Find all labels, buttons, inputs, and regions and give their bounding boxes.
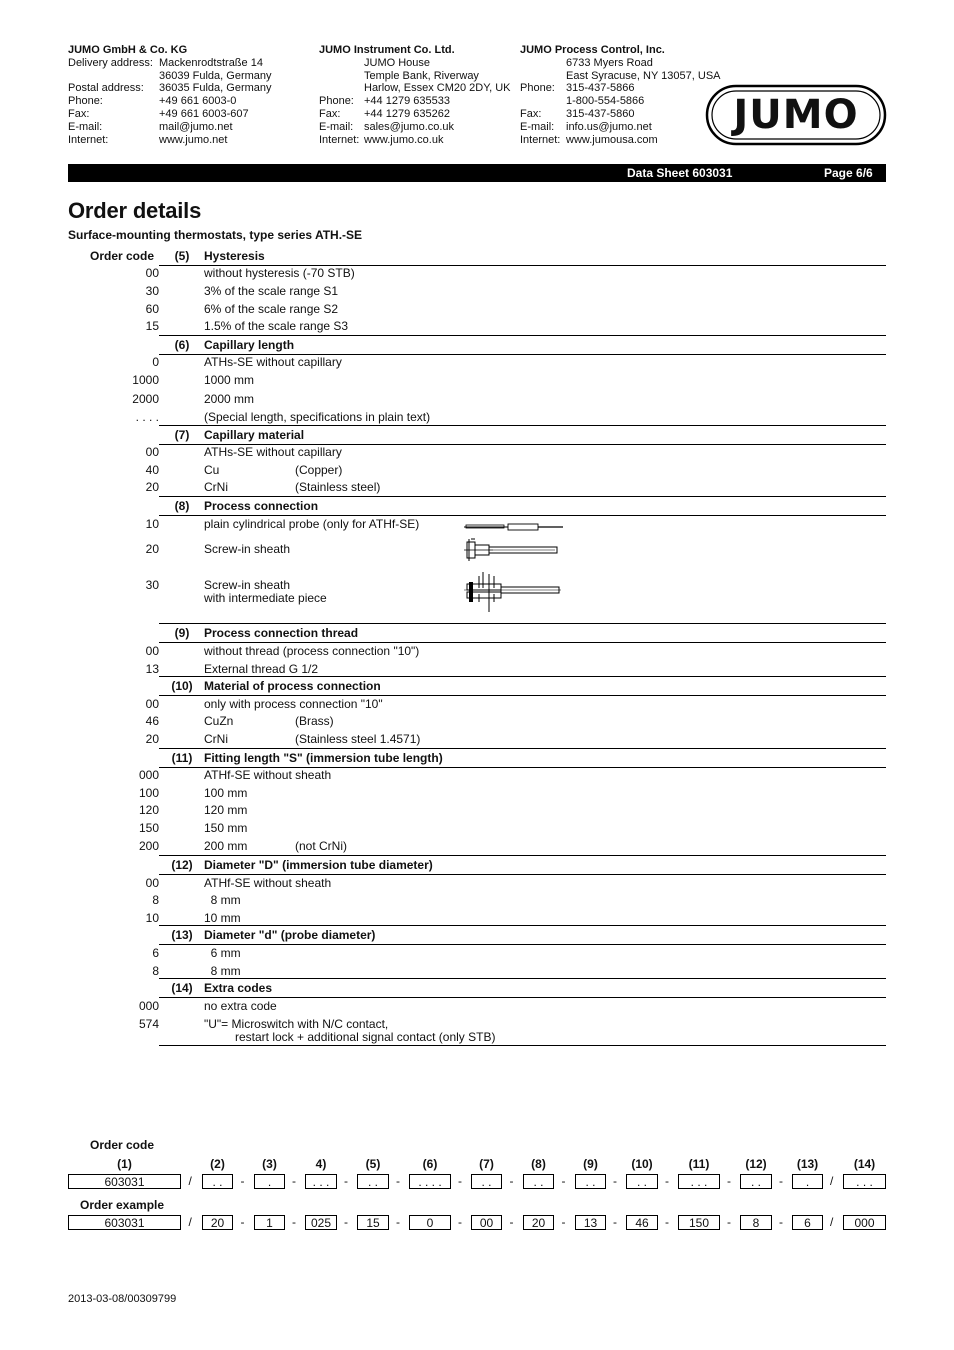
option-description: 6% of the scale range S2: [204, 302, 339, 316]
section-top-rule: [159, 748, 886, 749]
address-value: www.jumo.net: [159, 133, 228, 146]
address-row: [319, 57, 511, 70]
option-code: 46: [145, 714, 159, 728]
address-label: [68, 70, 159, 83]
address-row: [68, 70, 272, 83]
section-header-rule: [159, 997, 886, 998]
page-subtitle: Surface-mounting thermostats, type series ATH.-SE: [68, 228, 363, 242]
order-separator: -: [561, 1215, 566, 1229]
address-label: Delivery address:: [68, 56, 153, 69]
order-separator: -: [509, 1215, 514, 1229]
order-code-box: . . .: [843, 1174, 886, 1189]
section-header-rule: [159, 642, 886, 643]
option-description-detail: (Stainless steel): [295, 480, 381, 494]
option-code: 8: [152, 893, 159, 907]
option-description: CuZn: [204, 714, 234, 728]
option-code: 20: [145, 542, 159, 556]
address-label: Phone:: [520, 82, 555, 95]
option-description: 150 mm: [204, 821, 248, 835]
option-description-detail: (Copper): [295, 463, 343, 477]
option-code: 00: [145, 445, 159, 459]
order-separator: -: [727, 1174, 731, 1188]
address-label: [520, 70, 566, 83]
option-code: 8: [152, 964, 159, 978]
address-value: 1-800-554-5866: [566, 95, 645, 108]
order-separator: -: [779, 1215, 783, 1229]
option-description: (Special length, specifications in plain text): [204, 410, 431, 424]
address-row: [68, 108, 272, 121]
section-title: Diameter "D" (immersion tube diameter): [204, 858, 433, 872]
option-description: Screw-in sheath: [204, 578, 291, 592]
option-description: plain cylindrical probe (only for ATHf-SE): [204, 517, 420, 531]
company-name: JUMO Instrument Co. Ltd.: [319, 44, 455, 56]
section-title: Extra codes: [204, 981, 273, 995]
address-value: info.us@jumo.net: [566, 120, 652, 133]
option-code: 1000: [132, 373, 159, 387]
sections-bottom-rule: [159, 1045, 886, 1046]
address-value: East Syracuse, NY 13057, USA: [566, 69, 721, 82]
section-number: (8): [174, 499, 190, 513]
order-code-box: 603031: [68, 1174, 181, 1189]
section-header-rule: [159, 874, 886, 875]
option-description: 6 mm: [204, 946, 241, 960]
address-row: [520, 57, 721, 70]
order-example-box: 13: [575, 1215, 606, 1230]
option-description: 8 mm: [204, 893, 241, 907]
section-number: (10): [171, 679, 193, 693]
address-row: [68, 134, 272, 147]
option-description: "U"= Microswitch with N/C contact,: [204, 1017, 389, 1031]
order-column-number: (14): [853, 1157, 876, 1171]
address-value: www.jumo.co.uk: [364, 133, 444, 146]
address-label: Internet:: [520, 133, 561, 146]
address-value: mail@jumo.net: [159, 120, 233, 133]
probe-figure-plain: [464, 520, 564, 538]
address-value: JUMO House: [364, 56, 431, 69]
order-example-box: 1: [254, 1215, 285, 1230]
order-separator: -: [779, 1174, 783, 1188]
section-title: Process connection: [204, 499, 319, 513]
option-description: only with process connection "10": [204, 697, 383, 711]
option-code: 00: [145, 876, 159, 890]
section-title: Capillary length: [204, 338, 295, 352]
address-rows: [68, 57, 272, 147]
order-example-box: 150: [678, 1215, 720, 1230]
order-separator: -: [292, 1215, 296, 1229]
option-description: 1.5% of the scale range S3: [204, 319, 349, 333]
option-description: 3% of the scale range S1: [204, 284, 339, 298]
address-row: [520, 95, 721, 108]
screw-in-sheath-intermediate-figure: [463, 570, 563, 619]
order-separator: -: [458, 1215, 462, 1229]
order-code-box: .: [792, 1174, 823, 1189]
address-label: [520, 95, 566, 108]
order-column-number: (12): [745, 1157, 767, 1171]
address-row: [319, 108, 511, 121]
address-row: [520, 121, 721, 134]
order-column-number: (5): [365, 1157, 381, 1171]
address-label: Fax:: [319, 107, 341, 120]
order-example-box: 15: [357, 1215, 389, 1230]
address-block-germany: [68, 44, 272, 146]
address-row: [319, 82, 511, 95]
address-rows: [520, 57, 721, 147]
option-code: 120: [138, 803, 159, 817]
order-separator: -: [458, 1174, 462, 1188]
option-description: ATHs-SE without capillary: [204, 355, 342, 369]
order-separator: /: [188, 1174, 192, 1188]
option-description: ATHf-SE without sheath: [204, 768, 332, 782]
option-code: 000: [138, 768, 159, 782]
option-code: 30: [145, 284, 159, 298]
address-row: [68, 121, 272, 134]
address-row: [520, 70, 721, 83]
option-description: External thread G 1/2: [204, 662, 319, 676]
section-title: Diameter "d" (probe diameter): [204, 928, 376, 942]
page-title: Order details: [68, 198, 202, 223]
address-value: 36035 Fulda, Germany: [159, 82, 272, 95]
section-header-rule: [159, 515, 886, 516]
section-title: Process connection thread: [204, 626, 359, 640]
section-title: Fitting length "S" (immersion tube length): [204, 751, 443, 765]
option-description-detail: (not CrNi): [295, 839, 348, 853]
option-description: CrNi: [204, 732, 228, 746]
option-code: 13: [145, 662, 159, 676]
order-code-box: . .: [357, 1174, 389, 1189]
option-description-detail: (Stainless steel 1.4571): [295, 732, 421, 746]
address-block-uk: [319, 44, 511, 146]
address-value: 6733 Myers Road: [566, 56, 653, 69]
address-value: Harlow, Essex CM20 2DY, UK: [364, 82, 511, 95]
option-description-line2: with intermediate piece: [204, 591, 327, 605]
option-code: 2000: [132, 392, 159, 406]
order-separator: -: [292, 1174, 296, 1188]
address-label: [520, 57, 566, 70]
address-label: Internet:: [68, 133, 109, 146]
order-separator: -: [613, 1215, 617, 1229]
option-description: 8 mm: [204, 964, 241, 978]
option-code: 15: [145, 319, 159, 333]
header-bar: [68, 164, 886, 182]
option-code: 00: [145, 266, 159, 280]
address-row: [68, 82, 272, 95]
order-separator: -: [396, 1174, 400, 1188]
address-label: E-mail:: [319, 120, 354, 133]
address-label: E-mail:: [68, 120, 103, 133]
order-code-box: . . .: [678, 1174, 720, 1189]
order-separator: /: [188, 1215, 192, 1229]
section-title: Hysteresis: [204, 249, 265, 263]
order-example-box: 0: [409, 1215, 451, 1230]
order-example-label: Order example: [80, 1198, 165, 1212]
section-top-rule: [159, 623, 886, 624]
order-column-number: 4): [315, 1157, 327, 1171]
company-name: JUMO Process Control, Inc.: [520, 44, 665, 56]
address-value: sales@jumo.co.uk: [364, 120, 455, 133]
option-code: 150: [138, 821, 159, 835]
order-separator: /: [830, 1215, 834, 1229]
address-row: [319, 121, 511, 134]
section-number: (5): [174, 249, 190, 263]
address-row: [520, 134, 721, 147]
address-value: +49 661 6003-0: [159, 95, 237, 108]
option-code: 100: [138, 786, 159, 800]
address-row: [68, 57, 272, 70]
section-number: (12): [171, 858, 193, 872]
option-description: no extra code: [204, 999, 277, 1013]
order-example-box: 46: [626, 1215, 658, 1230]
address-block-usa: [520, 44, 721, 146]
address-label: Postal address:: [68, 82, 144, 95]
address-label: Phone:: [319, 95, 354, 108]
order-code-box: . .: [575, 1174, 606, 1189]
address-rows: [319, 57, 511, 147]
option-description-line2: restart lock + additional signal contact (only STB): [235, 1030, 496, 1044]
data-sheet-number: Data Sheet 603031: [627, 166, 733, 180]
order-code-box: . .: [471, 1174, 502, 1189]
option-description: 10 mm: [204, 911, 241, 925]
option-description: 1000 mm: [204, 373, 255, 387]
section-number: (6): [174, 338, 190, 352]
order-separator: -: [344, 1215, 348, 1229]
option-description: ATHf-SE without sheath: [204, 876, 332, 890]
section-top-rule: [159, 978, 886, 979]
order-column-number: (7): [479, 1157, 494, 1171]
address-value: www.jumousa.com: [566, 133, 658, 146]
option-description: without hysteresis (-70 STB): [204, 266, 355, 280]
section-header-rule: [159, 695, 886, 696]
order-column-number: (13): [796, 1157, 819, 1171]
address-row: [520, 108, 721, 121]
section-number: (7): [174, 428, 190, 442]
address-value: Temple Bank, Riverway: [364, 69, 479, 82]
section-number: (11): [171, 751, 193, 765]
option-description: Cu: [204, 463, 220, 477]
order-separator: -: [727, 1215, 731, 1229]
section-title: Material of process connection: [204, 679, 381, 693]
order-separator: /: [830, 1174, 834, 1188]
section-top-rule: [159, 425, 886, 426]
address-row: [319, 95, 511, 108]
order-example-box: 603031: [68, 1215, 181, 1230]
order-separator: -: [240, 1174, 245, 1188]
option-description: 200 mm: [204, 839, 248, 853]
address-row: [319, 134, 511, 147]
order-column-number: (9): [583, 1157, 598, 1171]
address-label: Fax:: [520, 107, 542, 120]
order-example-box: 000: [843, 1215, 886, 1230]
order-code-box: .: [254, 1174, 285, 1189]
address-value: 36039 Fulda, Germany: [159, 69, 272, 82]
address-row: [520, 82, 721, 95]
address-value: +44 1279 635533: [364, 95, 450, 108]
order-example-box: 20: [202, 1215, 233, 1230]
option-code: 00: [145, 644, 159, 658]
order-code-box: . .: [740, 1174, 772, 1189]
order-code-box: . .: [523, 1174, 554, 1189]
order-code-heading: Order code: [90, 249, 155, 263]
order-example-box: 20: [523, 1215, 554, 1230]
section-top-rule: [159, 925, 886, 926]
document-footer: 2013-03-08/00309799: [68, 1293, 177, 1305]
section-top-rule: [159, 335, 886, 336]
section-number: (14): [171, 981, 193, 995]
section-number: (13): [171, 928, 193, 942]
section-top-rule: [159, 855, 886, 856]
address-row: [319, 70, 511, 83]
order-example-box: 025: [305, 1215, 337, 1230]
option-code: 00: [145, 697, 159, 711]
option-code: 20: [145, 480, 159, 494]
address-value: 315-437-5860: [566, 107, 635, 120]
address-label: [319, 57, 364, 70]
order-separator: -: [665, 1174, 669, 1188]
option-code: 200: [138, 839, 159, 853]
address-value: +49 661 6003-607: [159, 107, 249, 120]
address-label: Fax:: [68, 107, 90, 120]
address-value: +44 1279 635262: [364, 107, 450, 120]
order-code-box: . .: [626, 1174, 658, 1189]
order-column-number: (3): [262, 1157, 277, 1171]
company-name: JUMO GmbH & Co. KG: [68, 44, 188, 56]
section-title: Capillary material: [204, 428, 305, 442]
option-code: 30: [145, 578, 159, 592]
order-separator: -: [509, 1174, 514, 1188]
order-code-table-label: Order code: [90, 1138, 155, 1152]
page-number: Page 6/6: [824, 166, 873, 180]
address-value: 315-437-5866: [566, 82, 635, 95]
option-code: 20: [145, 732, 159, 746]
order-separator: -: [396, 1215, 400, 1229]
address-row: [68, 95, 272, 108]
order-example-box: 8: [740, 1215, 772, 1230]
section-top-rule: [159, 676, 886, 677]
section-top-rule: [159, 496, 886, 497]
order-column-number: (10): [631, 1157, 653, 1171]
order-column-number: (6): [422, 1157, 438, 1171]
option-code: 574: [138, 1017, 159, 1031]
section-header-rule: [159, 944, 886, 945]
option-code: 60: [145, 302, 159, 316]
option-description: 2000 mm: [204, 392, 255, 406]
option-code: 6: [152, 946, 159, 960]
order-column-number: (2): [210, 1157, 225, 1171]
order-separator: -: [344, 1174, 348, 1188]
order-example-box: 6: [792, 1215, 823, 1230]
address-label: E-mail:: [520, 120, 555, 133]
address-label: Internet:: [319, 133, 360, 146]
option-description: 120 mm: [204, 803, 248, 817]
order-separator: -: [665, 1215, 669, 1229]
order-code-box: . . .: [305, 1174, 337, 1189]
order-example-box: 00: [471, 1215, 502, 1230]
address-label: [319, 82, 364, 95]
option-description: Screw-in sheath: [204, 542, 291, 556]
order-separator: -: [240, 1215, 245, 1229]
order-code-box: . .: [202, 1174, 233, 1189]
option-code: 0: [152, 355, 159, 369]
order-separator: -: [613, 1174, 617, 1188]
option-description-detail: (Brass): [295, 714, 334, 728]
option-description: without thread (process connection "10"): [204, 644, 420, 658]
screw-in-sheath-figure: [463, 537, 563, 568]
option-code: . . . .: [135, 410, 159, 424]
order-column-number: (8): [531, 1157, 546, 1171]
option-code: 10: [145, 517, 159, 531]
option-description: CrNi: [204, 480, 228, 494]
order-column-number: (11): [688, 1157, 710, 1171]
order-separator: -: [561, 1174, 566, 1188]
address-label: Phone:: [68, 95, 103, 108]
logo-text: JUMO: [733, 92, 859, 138]
option-code: 40: [145, 463, 159, 477]
option-code: 10: [145, 911, 159, 925]
address-label: [319, 70, 364, 83]
jumo-logo: [705, 84, 887, 146]
address-value: Mackenrodtstraße 14: [159, 56, 263, 69]
option-description: 100 mm: [204, 786, 248, 800]
option-code: 000: [138, 999, 159, 1013]
option-description: ATHs-SE without capillary: [204, 445, 342, 459]
order-code-box: . . . .: [409, 1174, 451, 1189]
order-column-number: (1): [117, 1157, 132, 1171]
section-number: (9): [174, 626, 190, 640]
